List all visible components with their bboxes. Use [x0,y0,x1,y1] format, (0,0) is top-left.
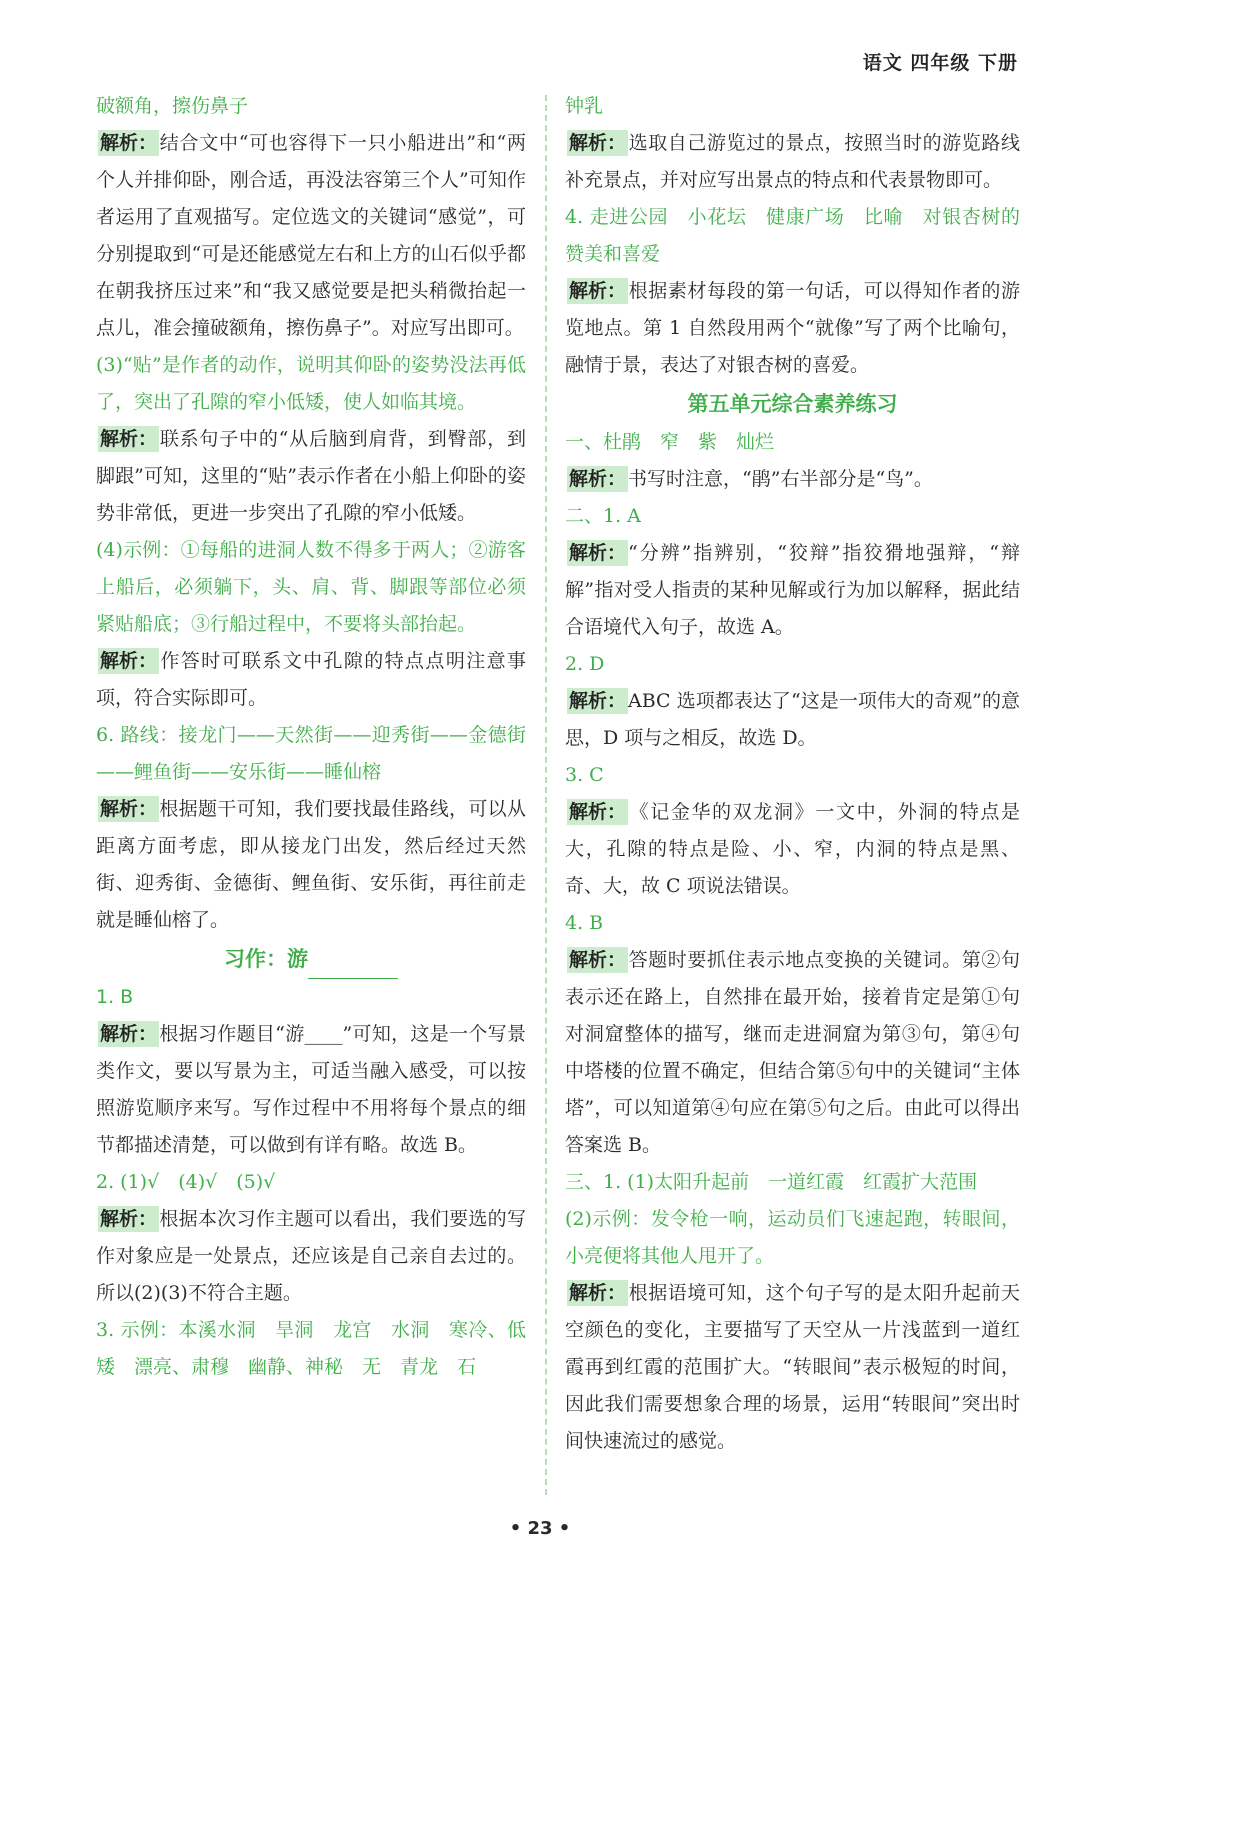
page-number: • 23 • [509,1518,571,1539]
jiexi-label: 解析： [569,280,627,302]
answer-text: 二、1. A [565,505,641,527]
answer-text: 破额角，擦伤鼻子 [96,95,249,117]
jiexi-label: 解析： [569,542,627,564]
jiexi-label: 解析： [569,949,627,971]
jiexi-label: 解析： [569,690,627,712]
explanation-text: 联系句子中的“从后脑到肩背，到臀部，到脚跟”可知，这里的“贴”表示作者在小船上仰卧的姿势非常低，更进一步突出了孔隙的窄小低矮。 [96,428,526,524]
answer-text: (2)示例：发令枪一响，运动员们飞速起跑，转眼间，小亮便将其他人甩开了。 [565,1208,1020,1267]
column-divider [545,95,547,1495]
section-title: 第五单元综合素养练习 [687,392,898,416]
right-column [565,88,1020,1460]
explanation-text: 根据素材每段的第一句话，可以得知作者的游览地点。第 1 自然段用两个“就像”写了两个比喻句，融情于景，表达了对银杏树的喜爱。 [565,280,1020,376]
answer-text: 3. C [565,764,604,786]
page-header: 语文 四年级 下册 [862,52,1018,74]
answer-text: 2. D [565,653,605,675]
answer-text: 钟乳 [565,95,604,117]
explanation-text: 选取自己游览过的景点，按照当时的游览路线补充景点，并对应写出景点的特点和代表景物即可。 [565,132,1020,191]
jiexi-label: 解析： [100,1208,158,1230]
answer-text: 4. 走进公园 小花坛 健康广场 比喻 对银杏树的赞美和喜爱 [565,206,1020,265]
section-title: 习作：游 [96,939,526,979]
answer-text: 3. 示例：本溪水洞 旱洞 龙宫 水洞 寒冷、低矮 漂亮、肃穆 幽静、神秘 无 青龙 石 [96,1319,526,1378]
jiexi-label: 解析： [100,650,158,672]
explanation-text: 根据语境可知，这个句子写的是太阳升起前天空颜色的变化，主要描写了天空从一片浅蓝到一道红霞再到红霞的范围扩大。“转眼间”表示极短的时间，因此我们需要想象合理的场景，运用“转眼间”突出时间快速流过的感觉。 [565,1282,1020,1452]
jiexi-label: 解析： [100,798,158,820]
jiexi-label: 解析： [100,132,158,154]
answer-text: (3)“贴”是作者的动作，说明其仰卧的姿势没法再低了，突出了孔隙的窄小低矮，使人如临其境。 [96,354,526,413]
answer-text: 1. B [96,986,134,1008]
explanation-text: 《记金华的双龙洞》一文中，外洞的特点是大，孔隙的特点是险、小、窄，内洞的特点是黑、奇、大，故 C 项说法错误。 [565,801,1020,897]
explanation-text: 答题时要抓住表示地点变换的关键词。第②句表示还在路上，自然排在最开始，接着肯定是第①句对洞窟整体的描写，继而走进洞窟为第③句，第④句中塔楼的位置不确定，但结合第⑤句中的关键词“主体塔”，可以知道第④句应在第⑤句之后。由此可以得出答案选 B。 [565,949,1020,1156]
explanation-text: 根据题干可知，我们要找最佳路线，可以从距离方面考虑，即从接龙门出发，然后经过天然街、迎秀街、金德街、鲤鱼街、安乐街，再往前走就是睡仙榕了。 [96,798,526,931]
jiexi-label: 解析： [100,1023,158,1045]
explanation-text: ABC 选项都表达了“这是一项伟大的奇观”的意思，D 项与之相反，故选 D。 [565,690,1020,749]
explanation-text: 作答时可联系文中孔隙的特点点明注意事项，符合实际即可。 [96,650,526,709]
explanation-text: 根据习作题目“游____”可知，这是一个写景类作文，要以写景为主，可适当融入感受，可以按照游览顺序来写。写作过程中不用将每个景点的细节都描述清楚，可以做到有详有略。故选 B。 [96,1023,526,1156]
jiexi-label: 解析： [569,1282,627,1304]
explanation-text: 结合文中“可也容得下一只小船进出”和“两个人并排仰卧，刚合适，再没法容第三个人”可知作者运用了直观描写。定位选文的关键词“感觉”，可分别提取到“可是还能感觉左右和上方的山石似乎都在朝我挤压过来”和“我又感觉要是把头稍微抬起一点儿，准会撞破额角，擦伤鼻子”。对应写出即可。 [96,132,526,339]
explanation-text: “分辨”指辨别，“狡辩”指狡猾地强辩，“辩解”指对受人指责的某种见解或行为加以解释，据此结合语境代入句子，故选 A。 [565,542,1020,638]
answer-text: 4. B [565,912,604,934]
jiexi-label: 解析： [569,468,627,490]
jiexi-label: 解析： [100,428,158,450]
jiexi-label: 解析： [569,132,627,154]
jiexi-label: 解析： [569,801,627,823]
answer-text: (4)示例：①每船的进洞人数不得多于两人；②游客上船后，必须躺下，头、肩、背、脚跟等部位必须紧贴船底；③行船过程中，不要将头部抬起。 [96,539,526,635]
explanation-text: 书写时注意，“鹃”右半部分是“鸟”。 [628,468,933,490]
left-column [96,88,526,1386]
title-blank [308,956,398,979]
explanation-text: 根据本次习作主题可以看出，我们要选的写作对象应是一处景点，还应该是自己亲自去过的。所以(2)(3)不符合主题。 [96,1208,526,1304]
answer-text: 2. (1)√ (4)√ (5)√ [96,1171,276,1193]
answer-text: 一、杜鹃 窄 紫 灿烂 [565,431,775,453]
answer-text: 三、1. (1)太阳升起前 一道红霞 红霞扩大范围 [565,1171,978,1193]
answer-text: 6. 路线：接龙门——天然街——迎秀街——金德街——鲤鱼街——安乐街——睡仙榕 [96,724,526,783]
